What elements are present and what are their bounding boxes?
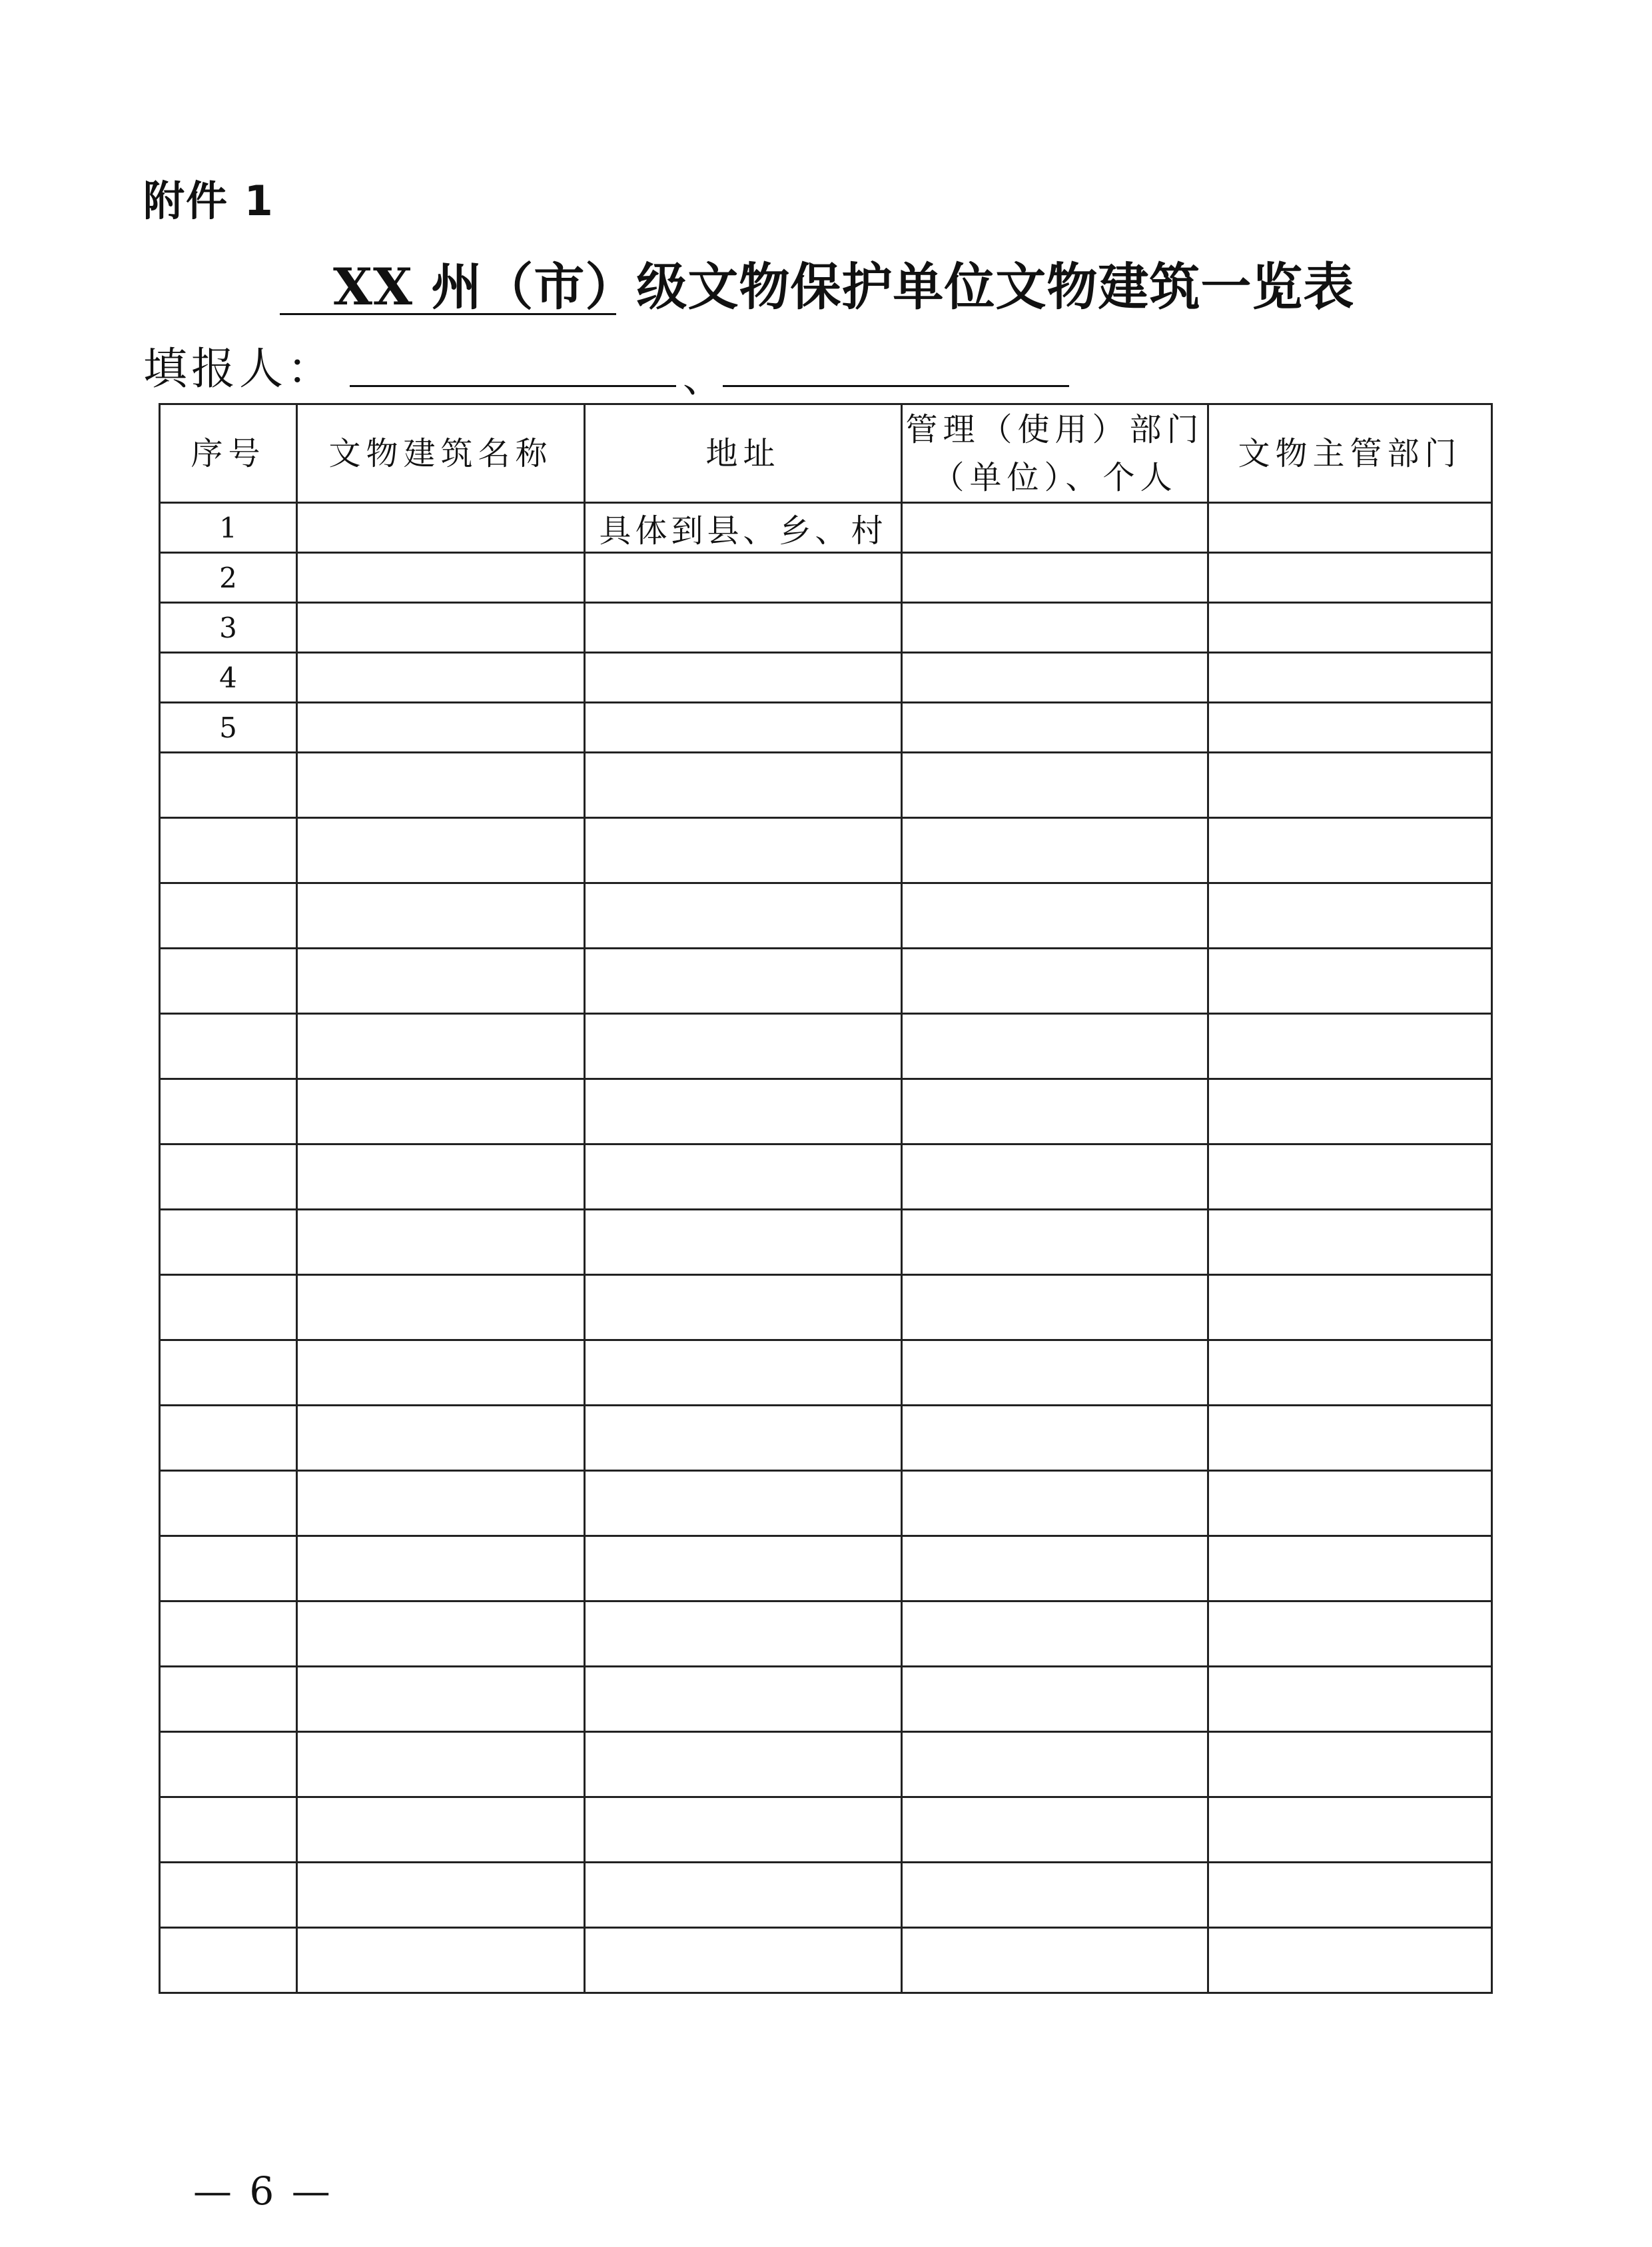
row-serial-cell[interactable]: 2 xyxy=(160,553,297,603)
row-name-cell[interactable] xyxy=(297,1928,585,1993)
row-name-cell[interactable] xyxy=(297,1797,585,1863)
row-address-cell[interactable] xyxy=(585,553,902,603)
row-serial-cell[interactable] xyxy=(160,1732,297,1797)
table-row xyxy=(160,753,1492,818)
row-address-cell[interactable] xyxy=(585,1536,902,1601)
row-manager-cell[interactable] xyxy=(902,1928,1208,1993)
row-manager-cell[interactable] xyxy=(902,949,1208,1014)
table-body xyxy=(160,503,1492,1993)
row-address-cell[interactable] xyxy=(585,1210,902,1275)
row-serial-cell[interactable] xyxy=(160,1144,297,1210)
row-name-cell[interactable] xyxy=(297,1667,585,1732)
table-row xyxy=(160,1210,1492,1275)
row-serial-cell[interactable] xyxy=(160,1210,297,1275)
row-manager-cell[interactable] xyxy=(902,818,1208,883)
row-address-cell[interactable] xyxy=(585,883,902,949)
table-row xyxy=(160,1797,1492,1863)
row-serial-cell[interactable] xyxy=(160,883,297,949)
row-name-cell[interactable] xyxy=(297,503,585,553)
filler-blank-2[interactable] xyxy=(723,385,1069,387)
row-manager-cell[interactable] xyxy=(902,653,1208,703)
row-authority-cell[interactable] xyxy=(1208,1536,1492,1601)
table-row xyxy=(160,1406,1492,1471)
row-authority-cell[interactable] xyxy=(1208,1210,1492,1275)
table-row xyxy=(160,1667,1492,1732)
row-manager-cell[interactable] xyxy=(902,503,1208,553)
row-authority-cell[interactable] xyxy=(1208,1079,1492,1144)
filler-blank-1[interactable] xyxy=(350,385,676,387)
row-address-cell[interactable] xyxy=(585,1601,902,1667)
row-authority-cell[interactable] xyxy=(1208,1732,1492,1797)
row-manager-cell[interactable] xyxy=(902,1275,1208,1340)
row-serial-cell[interactable] xyxy=(160,949,297,1014)
row-authority-cell[interactable] xyxy=(1208,1340,1492,1406)
row-address-cell[interactable] xyxy=(585,1928,902,1993)
filler-separator: 、 xyxy=(683,355,723,402)
table-row xyxy=(160,553,1492,603)
row-serial-cell[interactable] xyxy=(160,1536,297,1601)
row-address-cell[interactable] xyxy=(585,1144,902,1210)
table-row xyxy=(160,1144,1492,1210)
row-address-cell[interactable] xyxy=(585,1340,902,1406)
row-authority-cell[interactable] xyxy=(1208,949,1492,1014)
row-address-cell[interactable] xyxy=(585,1667,902,1732)
row-manager-cell[interactable] xyxy=(902,1536,1208,1601)
row-manager-cell[interactable] xyxy=(902,703,1208,753)
table-row xyxy=(160,1079,1492,1144)
table-row xyxy=(160,703,1492,753)
row-authority-cell[interactable] xyxy=(1208,1863,1492,1928)
row-manager-cell[interactable] xyxy=(902,1210,1208,1275)
header-managing-unit: 管理（使用）部门（单位）、个人 xyxy=(902,404,1208,503)
page-number: — 6 — xyxy=(193,2168,333,2214)
row-manager-cell[interactable] xyxy=(902,1601,1208,1667)
row-name-cell[interactable] xyxy=(297,1471,585,1536)
row-authority-cell[interactable] xyxy=(1208,1797,1492,1863)
row-serial-cell[interactable] xyxy=(160,753,297,818)
table-row xyxy=(160,1536,1492,1601)
row-name-cell[interactable] xyxy=(297,883,585,949)
header-serial-number: 序号 xyxy=(160,404,297,503)
filler-label: 填报人： xyxy=(143,343,335,394)
row-serial-cell[interactable] xyxy=(160,818,297,883)
table-row xyxy=(160,1732,1492,1797)
table-row xyxy=(160,1601,1492,1667)
header-building-name: 文物建筑名称 xyxy=(297,404,585,503)
row-manager-cell[interactable] xyxy=(902,1471,1208,1536)
row-name-cell[interactable] xyxy=(297,603,585,653)
row-name-cell[interactable] xyxy=(297,1275,585,1340)
table-row xyxy=(160,1471,1492,1536)
row-manager-cell[interactable] xyxy=(902,1732,1208,1797)
row-address-cell[interactable] xyxy=(585,703,902,753)
row-serial-cell[interactable] xyxy=(160,1797,297,1863)
row-manager-cell[interactable] xyxy=(902,753,1208,818)
row-name-cell[interactable] xyxy=(297,949,585,1014)
buildings-table xyxy=(159,403,1493,1994)
row-address-cell[interactable] xyxy=(585,1406,902,1471)
row-name-cell[interactable] xyxy=(297,1079,585,1144)
row-authority-cell[interactable] xyxy=(1208,1928,1492,1993)
row-manager-cell[interactable] xyxy=(902,1014,1208,1079)
row-serial-cell[interactable] xyxy=(160,1406,297,1471)
row-address-cell[interactable]: 具体到县、乡、村 xyxy=(585,503,902,553)
row-manager-cell[interactable] xyxy=(902,1863,1208,1928)
row-serial-cell[interactable] xyxy=(160,1928,297,1993)
row-address-cell[interactable] xyxy=(585,1732,902,1797)
row-manager-cell[interactable] xyxy=(902,553,1208,603)
row-address-cell[interactable] xyxy=(585,1014,902,1079)
row-serial-cell[interactable] xyxy=(160,1471,297,1536)
row-serial-cell[interactable] xyxy=(160,1601,297,1667)
row-manager-cell[interactable] xyxy=(902,1797,1208,1863)
table-row xyxy=(160,818,1492,883)
row-serial-cell[interactable] xyxy=(160,1275,297,1340)
header-authority: 文物主管部门 xyxy=(1208,404,1492,503)
row-authority-cell[interactable] xyxy=(1208,1601,1492,1667)
row-manager-cell[interactable] xyxy=(902,883,1208,949)
row-address-cell[interactable] xyxy=(585,818,902,883)
row-name-cell[interactable] xyxy=(297,1406,585,1471)
row-serial-cell[interactable] xyxy=(160,1079,297,1144)
row-name-cell[interactable] xyxy=(297,1014,585,1079)
table-row xyxy=(160,653,1492,703)
page-title: XX 州（市）级文物保护单位文物建筑一览表 xyxy=(333,257,1355,316)
row-address-cell[interactable] xyxy=(585,949,902,1014)
row-name-cell[interactable] xyxy=(297,753,585,818)
row-name-cell[interactable] xyxy=(297,1340,585,1406)
row-serial-cell[interactable] xyxy=(160,1667,297,1732)
row-name-cell[interactable] xyxy=(297,1144,585,1210)
row-authority-cell[interactable] xyxy=(1208,553,1492,603)
row-name-cell[interactable] xyxy=(297,818,585,883)
row-address-cell[interactable] xyxy=(585,1079,902,1144)
row-authority-cell[interactable] xyxy=(1208,603,1492,653)
row-authority-cell[interactable] xyxy=(1208,883,1492,949)
row-serial-cell[interactable]: 1 xyxy=(160,503,297,553)
row-manager-cell[interactable] xyxy=(902,1144,1208,1210)
row-serial-cell[interactable] xyxy=(160,1014,297,1079)
row-manager-cell[interactable] xyxy=(902,1340,1208,1406)
row-address-cell[interactable] xyxy=(585,1275,902,1340)
table-row xyxy=(160,1928,1492,1993)
row-authority-cell[interactable] xyxy=(1208,503,1492,553)
row-authority-cell[interactable] xyxy=(1208,1275,1492,1340)
header-address: 地址 xyxy=(585,404,902,503)
table-row xyxy=(160,1863,1492,1928)
row-serial-cell[interactable]: 3 xyxy=(160,603,297,653)
table-row xyxy=(160,503,1492,553)
row-name-cell[interactable] xyxy=(297,1210,585,1275)
row-authority-cell[interactable] xyxy=(1208,1471,1492,1536)
row-serial-cell[interactable] xyxy=(160,1340,297,1406)
table-row xyxy=(160,949,1492,1014)
table-row xyxy=(160,1014,1492,1079)
row-name-cell[interactable] xyxy=(297,1863,585,1928)
row-authority-cell[interactable] xyxy=(1208,703,1492,753)
row-manager-cell[interactable] xyxy=(902,603,1208,653)
row-authority-cell[interactable] xyxy=(1208,818,1492,883)
table-row xyxy=(160,883,1492,949)
row-name-cell[interactable] xyxy=(297,653,585,703)
row-authority-cell[interactable] xyxy=(1208,1667,1492,1732)
row-name-cell[interactable] xyxy=(297,553,585,603)
row-serial-cell[interactable] xyxy=(160,1863,297,1928)
table-row xyxy=(160,603,1492,653)
row-address-cell[interactable] xyxy=(585,603,902,653)
row-address-cell[interactable] xyxy=(585,1797,902,1863)
row-authority-cell[interactable] xyxy=(1208,1014,1492,1079)
attachment-label: 附件 1 xyxy=(143,177,274,225)
table-header-row xyxy=(160,404,1492,503)
row-name-cell[interactable] xyxy=(297,1536,585,1601)
row-name-cell[interactable] xyxy=(297,1601,585,1667)
row-authority-cell[interactable] xyxy=(1208,653,1492,703)
row-address-cell[interactable] xyxy=(585,653,902,703)
table-row xyxy=(160,1340,1492,1406)
row-name-cell[interactable] xyxy=(297,703,585,753)
row-authority-cell[interactable] xyxy=(1208,1406,1492,1471)
row-address-cell[interactable] xyxy=(585,753,902,818)
row-address-cell[interactable] xyxy=(585,1471,902,1536)
row-manager-cell[interactable] xyxy=(902,1406,1208,1471)
row-authority-cell[interactable] xyxy=(1208,753,1492,818)
row-serial-cell[interactable]: 4 xyxy=(160,653,297,703)
table-row xyxy=(160,1275,1492,1340)
row-manager-cell[interactable] xyxy=(902,1079,1208,1144)
row-name-cell[interactable] xyxy=(297,1732,585,1797)
row-serial-cell[interactable]: 5 xyxy=(160,703,297,753)
row-manager-cell[interactable] xyxy=(902,1667,1208,1732)
row-address-cell[interactable] xyxy=(585,1863,902,1928)
row-authority-cell[interactable] xyxy=(1208,1144,1492,1210)
